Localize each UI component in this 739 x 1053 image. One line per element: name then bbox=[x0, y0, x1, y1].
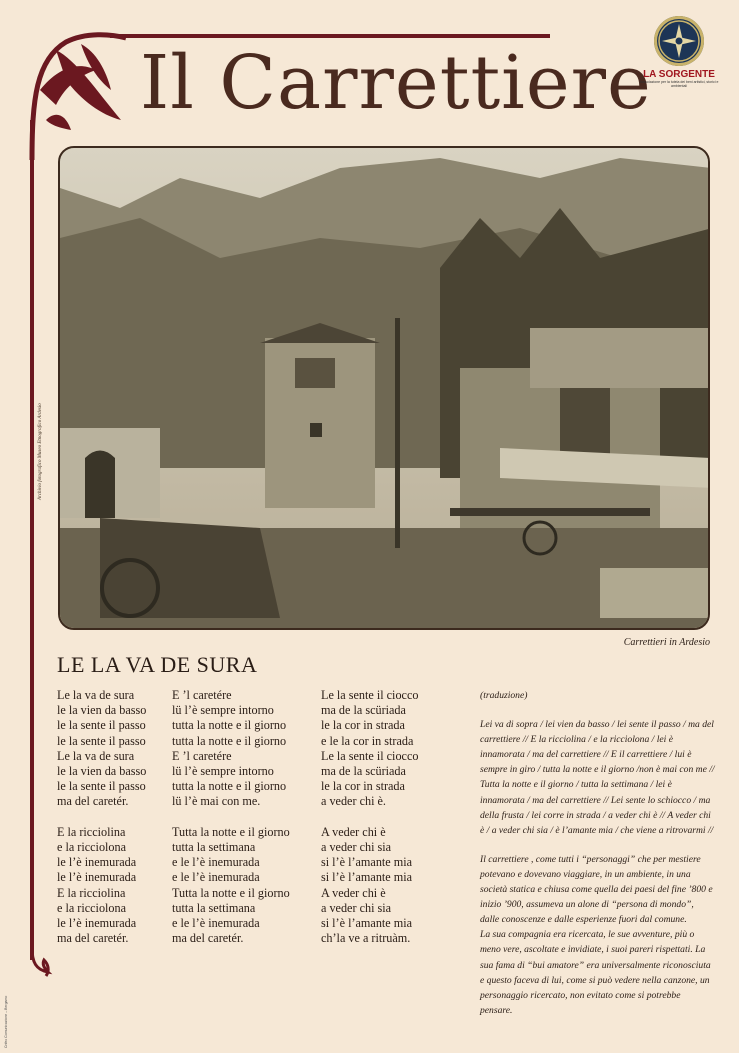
lyric-line: lü l’è sempre intorno bbox=[172, 764, 274, 779]
lyrics-stanza bbox=[321, 825, 418, 947]
lyric-line: le la cor in strada bbox=[321, 718, 405, 733]
historic-photo bbox=[58, 146, 710, 630]
lyrics-stanza bbox=[321, 688, 418, 810]
lyric-line: si l’è l’amante mia bbox=[321, 870, 413, 885]
lyric-line: ma del caretér. bbox=[57, 794, 129, 809]
lyric-line: ma del caretér. bbox=[57, 931, 129, 946]
lyric-line: e la ricciolona bbox=[57, 840, 127, 855]
lyric-line: Le la sente il ciocco bbox=[321, 748, 419, 763]
frame-line-left bbox=[30, 120, 34, 960]
lyric-line: e la ricciolona bbox=[57, 900, 127, 915]
lyrics-stanza bbox=[57, 825, 146, 947]
lyric-line: si l’è l’amante mia bbox=[321, 855, 413, 870]
lyric-line: e le l’è inemurada bbox=[172, 855, 260, 870]
logo bbox=[634, 16, 724, 88]
lyric-line: tutta la settimana bbox=[172, 900, 256, 915]
sorgente-emblem-icon bbox=[654, 16, 704, 66]
lyric-line: e le la cor in strada bbox=[321, 733, 414, 748]
song-title: LE LA VA DE SURA bbox=[57, 652, 258, 677]
lyrics-stanza bbox=[172, 688, 290, 810]
lyric-line: Le la sente il ciocco bbox=[321, 688, 419, 702]
lyric-line: le l’è inemurada bbox=[57, 855, 137, 870]
page-title: Il Carrettiere bbox=[140, 40, 652, 126]
lyric-line: le la vien da basso bbox=[57, 703, 147, 718]
lyric-line: le l’è inemurada bbox=[57, 916, 137, 931]
lyric-line: Le la va de sura bbox=[57, 688, 135, 702]
translation-block bbox=[480, 688, 715, 1032]
lyric-line: E la ricciolina bbox=[57, 885, 126, 900]
lyric-line: lü l’è mai con me. bbox=[172, 794, 261, 809]
lyric-line: e le l’è inemurada bbox=[172, 870, 260, 885]
footer-credit: Cnfex Comunicazione – Bergamo bbox=[4, 995, 8, 1048]
lyric-line: Tutta la notte e il giorno bbox=[172, 824, 290, 839]
lyric-line: e le l’è inemurada bbox=[172, 916, 260, 931]
lyric-line: tutta la settimana bbox=[172, 840, 256, 855]
lyric-line: E ’l caretére bbox=[172, 688, 232, 702]
translation-note: La sua compagnia era ricercata, le sue avventure, più o meno vere, ascoltate e invidiate, i suoi pareri rispettati. La sua fama di “bui amatore” era universalmente riconosciuta e questo faceva di lui, come si può vedere nella canzone, un personaggio ricercato, non evitato come si potrebbe pensare. bbox=[480, 929, 711, 1016]
translation-note: Il carrettiere , come tutti i “personaggi” che per mestiere potevano e dovevano viaggiare, in un ambiente, in una società statica e chiusa come quella dei paesi del fine ’800 e inizio ’900, assumeva un alone di “persona di mondo”, dalle conoscenze e dalle esperienze fuori dal comune. bbox=[480, 853, 713, 926]
lyric-line: le la cor in strada bbox=[321, 779, 405, 794]
lyric-line: le la sente il passo bbox=[57, 718, 146, 733]
lyric-line: a veder chi è. bbox=[321, 794, 386, 809]
lyric-line: le l’è inemurada bbox=[57, 870, 137, 885]
logo-subtitle: Associazione per la tutela dei beni artistici, storici e ambientali bbox=[639, 80, 719, 88]
lyric-line: ma de la scüriada bbox=[321, 703, 406, 718]
lyrics-column-2 bbox=[172, 688, 290, 962]
lyric-line: ch’la ve a ritruàm. bbox=[321, 931, 411, 946]
frame-line-top bbox=[110, 34, 550, 38]
lyric-line: le la vien da basso bbox=[57, 764, 147, 779]
lyric-line: ma del caretér. bbox=[172, 931, 244, 946]
translation-text: Lei va di sopra / lei vien da basso / lei sente il passo / ma del carrettiere // E la ricciolina / e la ricciolona / lei è innamorata / ma del carrettiere // E il carrettiere / lui è sempre in giro / tutta la notte e il giorno /non è mai con me // Tutta la notte e il giorno / tutta la settimana / lei è innamorata / ma del carrettiere // Lei sente lo schiocco / ma della frusta / lei corre in strada / a veder chi è // A veder chi è / a veder chi sia / è l’amante mia / che viene a ritrovarmi // bbox=[480, 719, 715, 836]
lyric-line: E la ricciolina bbox=[57, 824, 126, 839]
lyrics-column-1 bbox=[57, 688, 146, 962]
lyrics-stanza bbox=[57, 688, 146, 810]
lyric-line: a veder chi sia bbox=[321, 840, 392, 855]
lyric-line: si l’è l’amante mia bbox=[321, 916, 413, 931]
lyric-line: le la sente il passo bbox=[57, 733, 146, 748]
photo-credit: Archivio fotografico Museo Etnografico Ardesio bbox=[38, 403, 43, 500]
lyric-line: tutta la notte e il giorno bbox=[172, 733, 287, 748]
lyric-line: tutta la notte e il giorno bbox=[172, 779, 287, 794]
floral-ornament-bottom-icon bbox=[26, 948, 56, 978]
lyrics-column-3 bbox=[321, 688, 418, 962]
lyric-line: E ’l caretére bbox=[172, 748, 232, 763]
lyric-line: Tutta la notte e il giorno bbox=[172, 885, 290, 900]
lyric-line: lü l’è sempre intorno bbox=[172, 703, 274, 718]
lyric-line: Le la va de sura bbox=[57, 748, 135, 763]
lyric-line: a veder chi sia bbox=[321, 900, 392, 915]
lyrics-stanza bbox=[172, 825, 290, 947]
lyric-line: tutta la notte e il giorno bbox=[172, 718, 287, 733]
lyric-line: A veder chi è bbox=[321, 824, 386, 839]
photo-caption: Carrettieri in Ardesio bbox=[623, 637, 710, 648]
lyric-line: ma de la scüriada bbox=[321, 764, 406, 779]
translation-heading: (traduzione) bbox=[480, 690, 528, 701]
logo-name: LA SORGENTE bbox=[643, 69, 715, 80]
lyric-line: le la sente il passo bbox=[57, 779, 146, 794]
lyric-line: A veder chi è bbox=[321, 885, 386, 900]
